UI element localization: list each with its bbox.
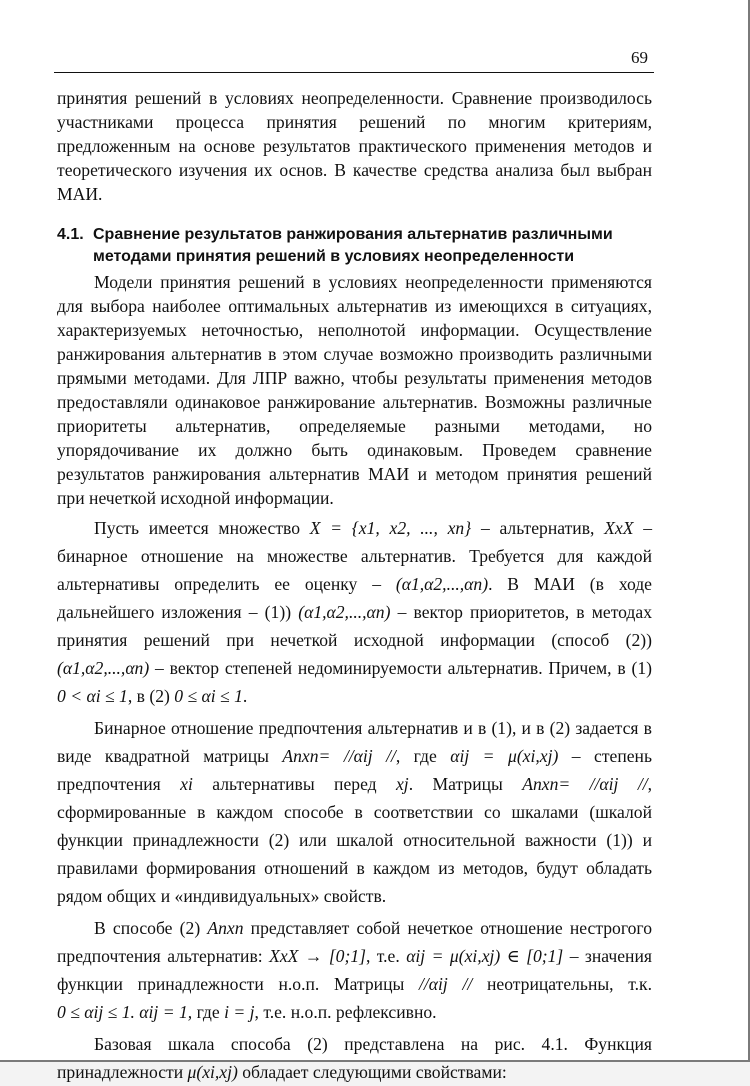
p5-condition-formula: i = j [224,1002,255,1022]
p4-text-5: . Матрицы [408,774,523,794]
paragraph-4 [57,714,652,910]
p6-text-2: обладает следующими свойствами: [237,1062,507,1082]
p3-text-1: Пусть имеется множество [94,518,310,538]
p5-text-4: – значения функции принадлежности н.о.п. Матрицы [57,946,652,994]
p4-text-2: , где [395,746,451,766]
paragraph-6 [57,1030,652,1086]
p3-relation-formula: XxX [604,518,634,538]
p4-xj: xj [396,774,409,794]
p4-text-6: , сформированные в каждом способе в соответствии со шкалами (шкалой функции принадлежности (2) или шкалой относительной важности (1)) и правилами формирования отношений в каждом из методов, будут обладать рядом общих и «индивидуальных» свойств. [57,774,653,906]
p5-matrix-formula: //αij // [419,974,473,994]
p5-text-6: где [192,1002,225,1022]
section-heading [57,224,652,268]
p3-text-6: – вектор степеней недоминируемости альтернатив. Причем, в (1) [149,658,652,678]
p3-inequality-2: 0 ≤ αi ≤ 1 [174,686,243,706]
p5-matrix-symbol: Anxn [207,918,244,938]
p3-text-5: – вектор приоритетов, в методах принятия решений при нечеткой исходной информации (способ (2)) [57,602,652,650]
p3-text-4: . В МАИ (в ходе дальнейшего изложения – (1)) [57,574,652,622]
p3-text-7: , в (2) [127,686,175,706]
paragraph-1: принятия решений в условиях неопределенности. Сравнение производилось участниками процесса принятия решений по многим критериям, предложенным на основе результатов практического применения методов и теоретического изучения их основ. В качестве средства анализа был выбран МАИ. [57,88,652,204]
p3-text-8: . [242,686,248,706]
p3-vector-formula-3: (α1,α2,...,αn) [57,658,150,678]
p6-text-1: Базовая шкала способа (2) представлена на рис. 4.1. Функция принадлежности [57,1034,652,1082]
p3-set-formula: X = {x1, x2, ..., xn} [309,518,472,538]
p4-text-4: альтернативы перед [192,774,396,794]
p5-text-2: представляет собой нечеткое отношение нестрогого предпочтения альтернатив: [57,918,652,966]
p5-text-5: неотрицательны, т.к. [472,974,652,994]
p5-text-7: , т.е. н.о.п. рефлексивно. [254,1002,437,1022]
p4-matrix-formula-2: Anxn= //αij // [522,774,648,794]
page-number: 69 [631,48,648,67]
p3-vector-formula-1: (α1,α2,...,αn) [395,574,489,594]
section-title: Сравнение результатов ранжирования альтернатив различными методами принятия решений в условиях неопределенности [93,226,613,265]
p4-text-3: – степень предпочтения [57,746,652,794]
paragraph-5 [57,914,652,1026]
paragraph-2: Модели принятия решений в условиях неопределенности применяются для выбора наиболее оптимальных альтернатив из имеющихся в ситуациях, характеризуемых неточностью, неполнотой информации. Осуществление ранжирования альтернатив в этом случае возможно производить различными прямыми методами. Для ЛПР важно, чтобы результаты применения методов предоставляли одинаковое ранжирование альтернатив. Возможны различные приоритеты альтернатив, определяемые разными методами, но упорядочивание их должно быть одинаковым. Проведем сравнение результатов ранжирования альтернатив МАИ и методом принятия решений при нечеткой исходной информации. [57,272,652,508]
p5-text-1: В способе (2) [94,918,208,938]
p4-definition-formula: αij = μ(xi,xj) [450,746,559,766]
p5-text-3: , т.е. [365,946,407,966]
p3-text-3: – бинарное отношение на множестве альтернатив. Требуется для каждой альтернативы определить ее оценку – [57,518,652,594]
p3-text-2: – альтернатив, [471,518,605,538]
p4-matrix-formula-1: Anxn= //αij // [282,746,396,766]
header-rule [54,72,654,73]
page-body [57,86,652,1086]
p3-vector-formula-2: (α1,α2,...,αn) [298,602,391,622]
paragraph-3 [57,514,652,710]
p5-range-formula: 0 ≤ αij ≤ 1. αij = 1, [57,1002,193,1022]
p4-xi: xi [180,774,193,794]
section-number: 4.1. [57,226,84,243]
p5-membership-formula: αij = μ(xi,xj) ∈ [0;1] [406,946,564,966]
p6-membership-formula: μ(xi,xj) [187,1062,238,1082]
p5-mapping-formula: XxX → [0;1] [269,946,366,966]
p3-inequality-1: 0 < αi ≤ 1 [57,686,128,706]
p4-text-1: Бинарное отношение предпочтения альтернатив и в (1), и в (2) задается в виде квадратной матрицы [57,718,652,766]
